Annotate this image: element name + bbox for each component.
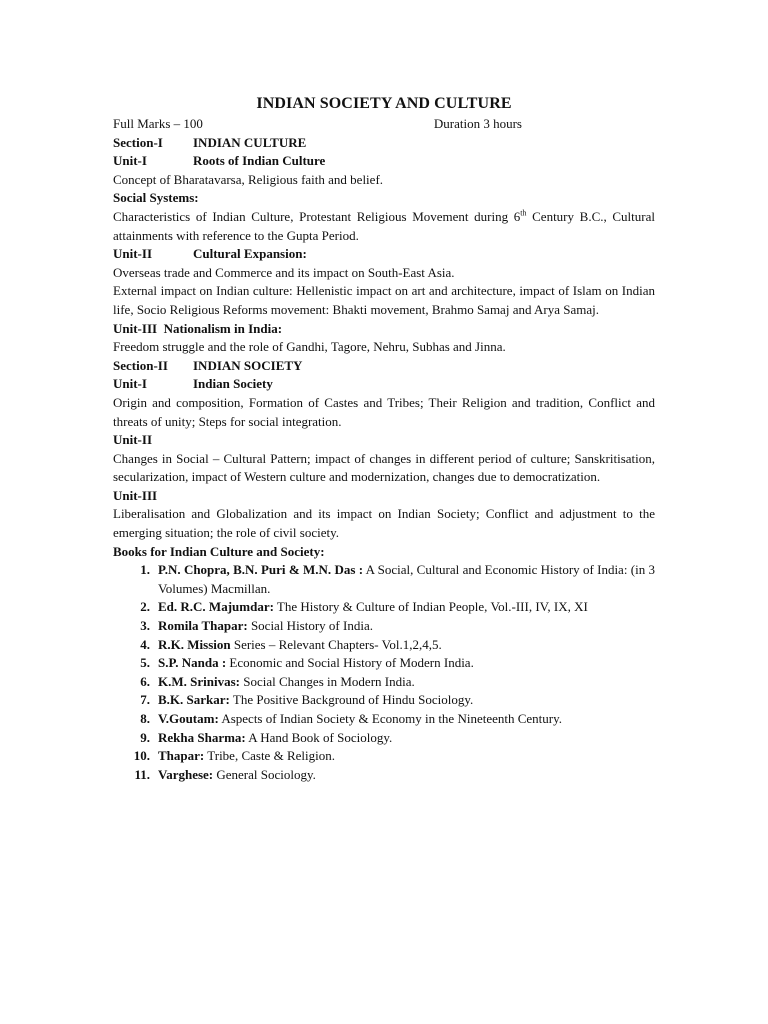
- list-number: 7.: [140, 692, 150, 708]
- list-item: [113, 691, 655, 710]
- book-author: P.N. Chopra, B.N. Puri & M.N. Das :: [158, 562, 364, 578]
- list-item: [113, 673, 655, 692]
- book-author: Varghese:: [158, 766, 214, 782]
- list-item: [113, 729, 655, 748]
- list-item: [113, 561, 655, 598]
- duration: Duration 3 hours: [433, 116, 522, 131]
- book-title: Tribe, Caste & Religion.: [204, 748, 335, 764]
- section-name: INDIAN CULTURE: [193, 134, 307, 150]
- list-item: [113, 654, 655, 673]
- s1-unit-2-text-2: External impact on Indian culture: Hellenistic impact on art and architecture, impact of Islam on Indian life, Socio Religious Reforms movement: Bhakti movement, Brahmo Samaj and Arya Samaj.: [113, 283, 655, 317]
- section-2-heading: [113, 357, 655, 376]
- marks-row: [113, 115, 655, 134]
- section-1-heading: [113, 134, 655, 153]
- list-item: [113, 766, 655, 785]
- book-author: R.K. Mission: [158, 636, 231, 652]
- book-author: K.M. Srinivas:: [158, 673, 240, 689]
- list-number: 8.: [140, 711, 150, 726]
- books-heading: Books for Indian Culture and Society:: [113, 543, 325, 559]
- list-number: 3.: [140, 618, 150, 634]
- section-label: Section-I: [113, 134, 163, 150]
- book-author: S.P. Nanda :: [158, 655, 227, 671]
- unit-name: Cultural Expansion:: [193, 246, 307, 262]
- s1-unit-1-text: Concept of Bharatavarsa, Religious faith and belief.: [113, 171, 384, 187]
- s1-unit-2-heading: [113, 245, 655, 264]
- list-number: 1.: [140, 562, 150, 578]
- s1-unit-3-text: Freedom struggle and the role of Gandhi, Tagore, Nehru, Subhas and Jinna.: [113, 339, 506, 355]
- list-number: 9.: [140, 729, 150, 745]
- book-title: Social Changes in Modern India.: [239, 673, 415, 689]
- social-text-part-a: Characteristics of Indian Culture, Protestant Religious Movement during 6: [113, 208, 521, 224]
- s2-unit-2-heading: Unit-II: [113, 432, 153, 448]
- s1-unit-2-text-1: Overseas trade and Commerce and its impact on South-East Asia.: [113, 264, 455, 280]
- s1-unit-1-heading: [113, 152, 655, 171]
- s2-unit-2-text: Changes in Social – Cultural Pattern; impact of changes in different period of culture; Sanskritisation, secularization, impact of Western culture and modernization, changes due to democratization.: [113, 450, 655, 485]
- full-marks: Full Marks – 100: [113, 116, 203, 131]
- unit-label: Unit-I: [113, 153, 147, 169]
- book-title: Aspects of Indian Society & Economy in the Nineteenth Century.: [218, 711, 563, 726]
- s2-unit-1-text: Origin and composition, Formation of Castes and Tribes; Their Religion and tradition, Conflict and threats of unity; Steps for social integration.: [113, 394, 655, 429]
- unit-label: Unit-I: [113, 376, 147, 392]
- list-number: 4.: [140, 636, 150, 652]
- book-author: Ed. R.C. Majumdar:: [158, 599, 274, 615]
- book-title: The Positive Background of Hindu Sociology.: [229, 692, 474, 708]
- list-number: 11.: [134, 766, 150, 782]
- book-title: Social History of India.: [247, 618, 373, 634]
- ordinal-sup: th: [520, 208, 527, 218]
- book-title: A Hand Book of Sociology.: [245, 729, 393, 745]
- unit-name: Indian Society: [193, 376, 273, 392]
- s2-unit-3-text: Liberalisation and Globalization and its impact on Indian Society; Conflict and adjustment to the emerging situation; the role of civil society.: [113, 506, 655, 541]
- book-author: V.Goutam:: [158, 711, 219, 726]
- list-item: [113, 747, 655, 766]
- list-item: [113, 617, 655, 636]
- social-text-part-b: Century B.C., Cultural attainments with reference to the Gupta Period.: [113, 208, 655, 243]
- books-list: [113, 561, 655, 784]
- list-number: 6.: [140, 673, 150, 689]
- book-author: Rekha Sharma:: [158, 729, 246, 745]
- book-title: A Social, Cultural and Economic History of India: (in 3 Volumes) Macmillan.: [158, 562, 655, 596]
- list-number: 5.: [140, 655, 150, 671]
- section-name: INDIAN SOCIETY: [193, 357, 303, 373]
- list-item: [113, 598, 655, 617]
- unit-name: Roots of Indian Culture: [193, 153, 326, 169]
- book-title: The History & Culture of Indian People, Vol.-III, IV, IX, XI: [273, 599, 588, 615]
- section-label: Section-II: [113, 357, 168, 373]
- s2-unit-3-heading: Unit-III: [113, 487, 158, 503]
- social-systems-text: [113, 208, 655, 245]
- social-systems-heading: Social Systems:: [113, 190, 199, 206]
- s2-unit-1-heading: [113, 375, 655, 394]
- list-number: 10.: [133, 748, 150, 764]
- list-number: 2.: [140, 599, 150, 615]
- book-author: Romila Thapar:: [158, 618, 248, 634]
- book-author: B.K. Sarkar:: [158, 692, 230, 708]
- book-author: Thapar:: [158, 748, 205, 764]
- book-title: Series – Relevant Chapters- Vol.1,2,4,5.: [230, 636, 442, 652]
- s1-unit-3-heading: Unit-III Nationalism in India:: [113, 320, 283, 336]
- list-item: [113, 710, 655, 729]
- document-title: INDIAN SOCIETY AND CULTURE: [256, 95, 512, 112]
- book-title: Economic and Social History of Modern India.: [226, 655, 474, 671]
- unit-label: Unit-II: [113, 246, 153, 262]
- book-title: General Sociology.: [213, 766, 316, 782]
- list-item: [113, 636, 655, 655]
- syllabus-content: [113, 93, 655, 784]
